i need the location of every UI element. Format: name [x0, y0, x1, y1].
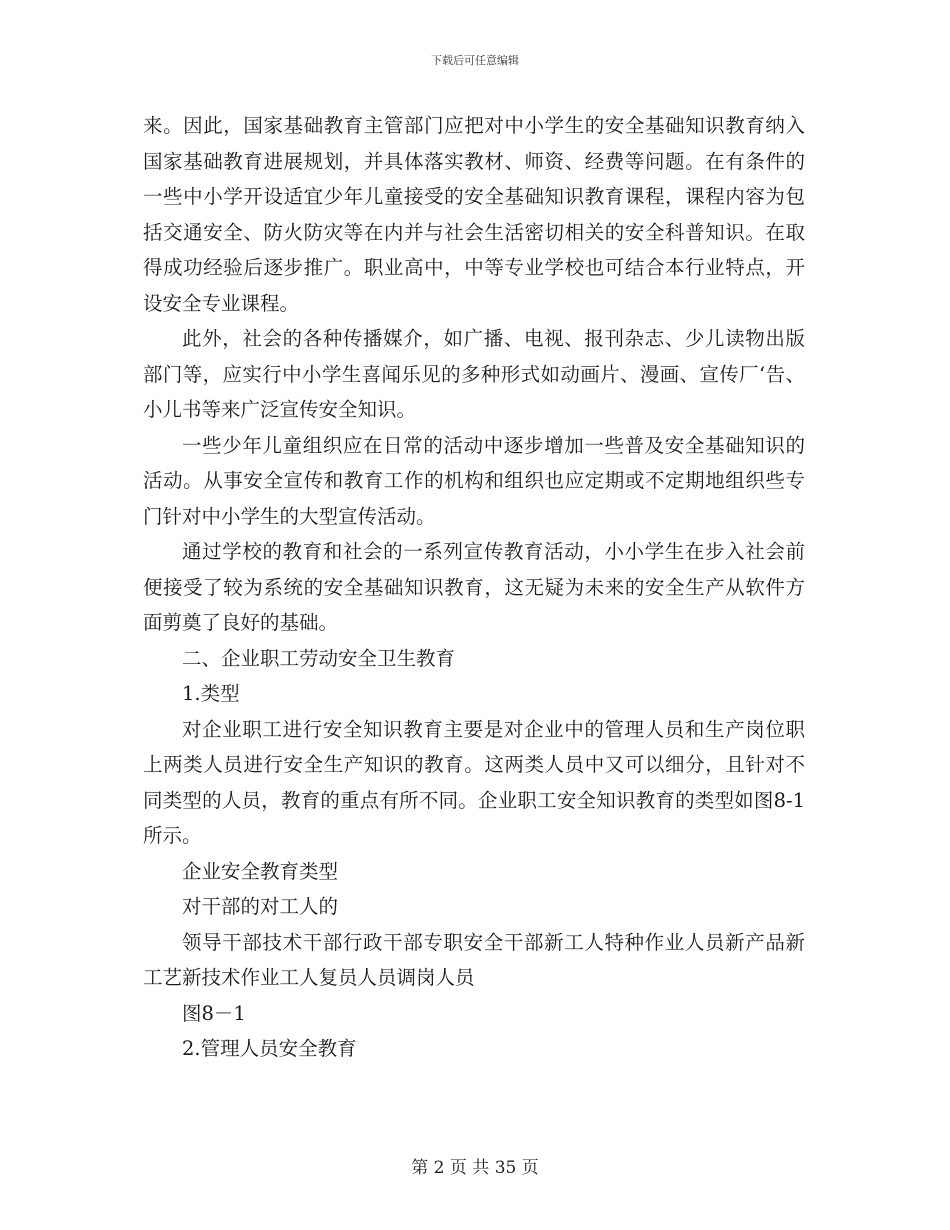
- paragraph: 此外，社会的各种传播媒介，如广播、电视、报刊杂志、少儿读物出版部门等，应实行中小学生喜闻乐见的多种形式如动画片、漫画、宣传厂‘告、小儿书等来广泛宣传安全知识。: [143, 327, 805, 421]
- document-body: [143, 108, 805, 1067]
- subsection-heading: 1.类型: [182, 682, 240, 705]
- paragraph: 通过学校的教育和社会的一系列宣传教育活动，小小学生在步入社会前便接受了较为系统的安全基础知识教育，这无疑为未来的安全生产从软件方面剪奠了良好的基础。: [143, 540, 805, 634]
- paragraph: 一些少年儿童组织应在日常的活动中逐步增加一些普及安全基础知识的活动。从事安全宣传和教育工作的机构和组织也应定期或不定期地组织些专门针对中小学生的大型宣传活动。: [143, 433, 805, 528]
- paragraph: 来。因此，国家基础教育主管部门应把对中小学生的安全基础知识教育纳入国家基础教育进展规划，并具体落实教材、师资、经费等问题。在有条件的一些中小学开设适宜少年儿童接受的安全基础知识教育课程，课程内容为包括交通安全、防火防灾等在内并与社会生活密切相关的安全科普知识。在取得成功经验后逐步推广。职业高中，中等专业学校也可结合本行业特点，开设安全专业课程。: [143, 114, 805, 315]
- figure-text: 对干部的对工人的: [182, 895, 339, 918]
- figure-caption: 图8－1: [182, 1001, 246, 1025]
- section-heading: 二、企业职工劳动安全卫生教育: [182, 646, 456, 670]
- paragraph: 对企业职工进行安全知识教育主要是对企业中的管理人员和生产岗位职上两类人员进行安全生产知识的教育。这两类人员中又可以细分，且针对不同类型的人员，教育的重点有所不同。企业职工安全知识教育的类型如图8-1所示。: [143, 717, 805, 847]
- figure-text: 领导干部技术干部行政干部专职安全干部新工人特种作业人员新产品新工艺新技术作业工人复员人员调岗人员: [143, 930, 805, 989]
- page-footer: 第 2 页 共 35 页: [411, 1158, 539, 1178]
- subsection-heading: 2.管理人员安全教育: [182, 1037, 357, 1060]
- page-header: 下载后可任意编辑: [431, 54, 519, 67]
- figure-text: 企业安全教育类型: [182, 859, 339, 883]
